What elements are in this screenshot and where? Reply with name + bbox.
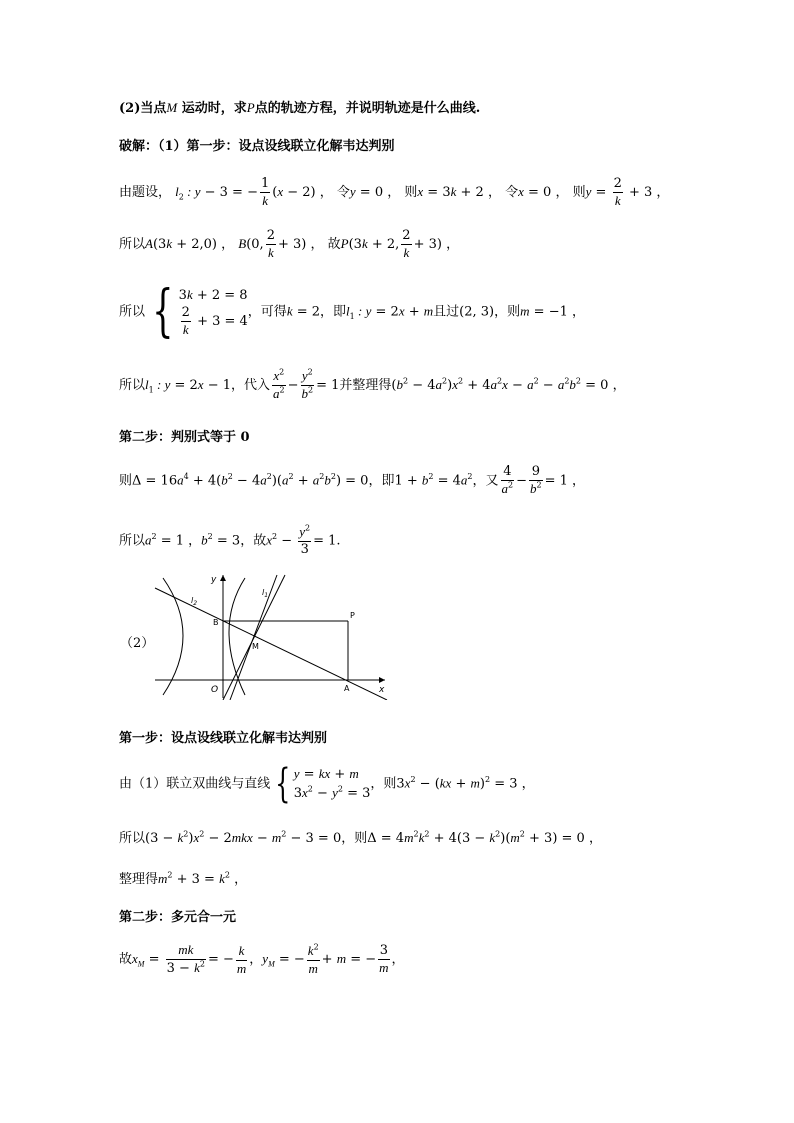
- solution-line-4: 所以$l_1$ : y = 2x − 1，代入 $\frac{x^2}{a^2}$ − $\frac{y^2}{b^2}$ = 1并整理得$(b^2 - 4a^2)x^2 + 4a^2x - a^2 - a^2b^2 = 0$ ，: [119, 367, 626, 401]
- step-2-heading-a: 第二步：判别式等于 0: [119, 430, 250, 445]
- hyperbola-right-branch: [229, 578, 245, 695]
- label-o: O: [211, 685, 219, 695]
- solution-line-1: 由题设， $l_2$ : y − 3 = − $\frac{1}{k}$ (x − 2) ， 令y = 0 ， 则x = 3k + 2 ， 令x = 0 ， 则y = $\frac{2}{k}$ + 3 ，: [119, 176, 670, 208]
- solution-line-3: 所以 { 3k + 2 = 8 $\frac{2}{k}$ + 3 = 4 ，可得k = 2，即$l_1$ : y = 2x + m且过(2, 3)，则m = −1 ，: [119, 279, 585, 344]
- y-axis-arrow: [220, 575, 226, 581]
- label-p: P: [350, 611, 355, 620]
- solution-line-8: 所以$(3 - k^2)x^2 - 2mkx - m^2 - 3 = 0$，则$\Delta = 4m^2k^2 + 4(3 - k^2)(m^2 + 3) = 0$ ，: [119, 829, 602, 846]
- solution-line-10: 故$x_M$ = $\frac{mk}{3 - k^2}$ = − $\frac{k}{m}$ ，$y_M$ = − $\frac{k^2}{m}$ + m = − $\frac{3}{m}$ ，: [119, 942, 405, 976]
- solution-line-5: 则$\Delta = 16a^4 + 4(b^2 - 4a^2)(a^2 + a^2b^2) = 0$，即$1 + b^2 = 4a^2$，又 $\frac{4}{a^2}$ − $\frac{9}{b^2}$ = 1 ，: [119, 464, 586, 496]
- label-a: A: [344, 684, 350, 693]
- solution-line-6: 所以$a^2 = 1$ ，$b^2 = 3$，故$x^2$ − $\frac{y^2}{3}$ = 1.: [119, 523, 341, 557]
- label-l1: $l_1$: [262, 588, 269, 599]
- x-axis-arrow: [379, 677, 385, 683]
- label-m: M: [252, 642, 259, 651]
- solution-line-9: 整理得$m^2 + 3 = k^2$ ，: [119, 870, 248, 887]
- solution-line-2: 所以A(3k + 2,0) ， B(0, $\frac{2}{k}$ + 3) ， 故P(3k + 2, $\frac{2}{k}$ + 3) ，: [119, 228, 460, 260]
- label-b: B: [213, 618, 219, 627]
- label-x: x: [379, 685, 385, 695]
- line-l2: [155, 588, 387, 700]
- step-2-heading-b: 第二步：多元合一元: [119, 910, 237, 925]
- hyperbola-left-branch: [163, 578, 183, 695]
- hyperbola-figure: [115, 570, 395, 700]
- step-1-heading-b: 第一步：设点设线联立化解韦达判别: [119, 731, 328, 746]
- label-y: y: [211, 575, 217, 585]
- solution-line-7: 由（1）联立双曲线与直线 { y = kx + m $3x^2 - y^2 = 3$ ，则$3x^2 - (kx + m)^2 = 3$ ，: [119, 761, 535, 807]
- solution-heading: 破解：（1）第一步：设点设线联立化解韦达判别: [119, 139, 395, 154]
- label-l2: $l_2$: [191, 596, 198, 607]
- question-2: (2)当点M 运动时，求P点的轨迹方程，并说明轨迹是什么曲线.: [119, 100, 481, 116]
- figure-label: （2）: [120, 636, 155, 651]
